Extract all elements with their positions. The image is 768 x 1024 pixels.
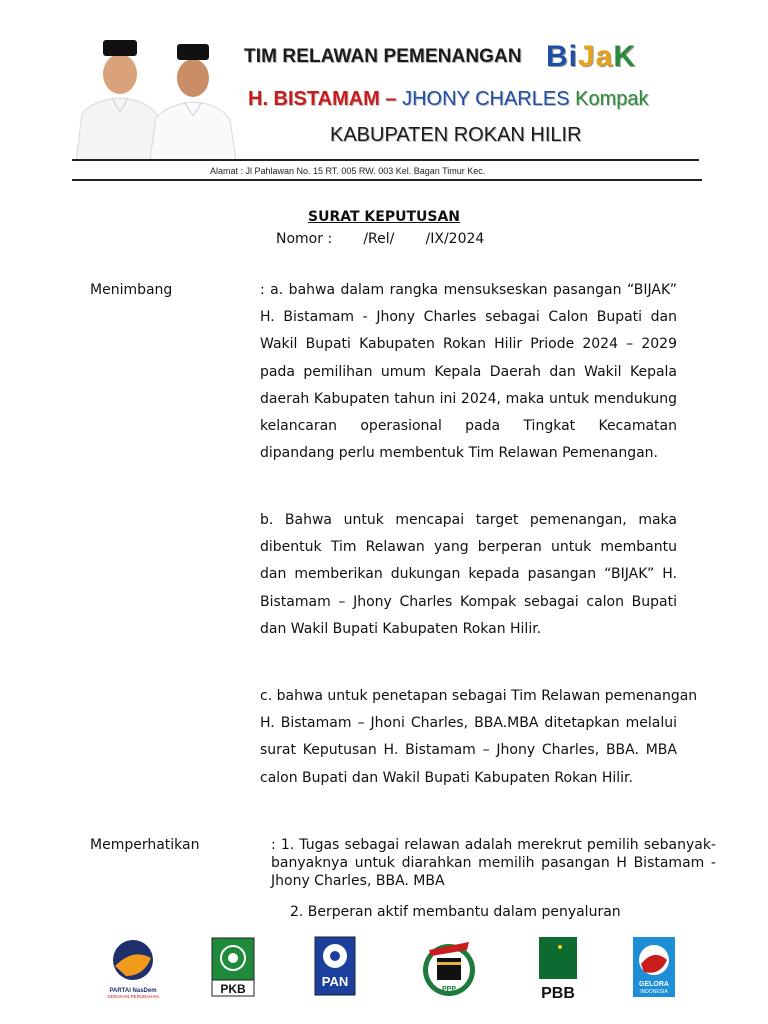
header-address: Alamat : Jl Pahlawan No. 15 RT. 005 RW. 003 Kel. Bagan Timur Kec. [210, 166, 486, 176]
menimbang-item-c-rest: H. Bistamam – Jhoni Charles, BBA.MBA ditetapkan melalui surat Keputusan H. Bistamam – Jhony Charles, BBA. MBA calon Bupati dan Wakil Bupati Kabupaten Rokan Hilir. [260, 715, 677, 786]
nasdem-logo-text: PARTAI NasDem [109, 988, 157, 994]
ppp-logo [420, 936, 478, 1000]
memperhatikan-label: Memperhatikan [90, 837, 200, 853]
header-divider-bottom [72, 179, 702, 181]
brand-part-3: K [613, 40, 637, 73]
kompak-label: Kompak [569, 88, 649, 110]
pkb-logo-text: PKB [220, 982, 246, 996]
gelora-logo-subtext: INDONESIA [640, 989, 668, 995]
menimbang-label: Menimbang [90, 282, 173, 298]
document-number: Nomor : /Rel/ /IX/2024 [276, 231, 485, 247]
pkb-logo [210, 936, 256, 998]
menimbang-item-c [260, 683, 730, 792]
bijak-brand [546, 40, 636, 74]
party-logos-row [0, 936, 768, 1006]
menimbang-item-a: : a. bahwa dalam rangka mensukseskan pasangan “BIJAK” H. Bistamam - Jhony Charles sebagai Calon Bupati dan Wakil Bupati Kabupaten Rokan Hilir Priode 2024 – 2029 pada pemilihan umum Kepala Daerah dan Wakil Kepala daerah Kabupaten tahun ini 2024, maka untuk mendukung kelancaran operasional pada Tingkat Kecamatan dipandang perlu membentuk Tim Relawan Pemenangan. [260, 282, 677, 462]
nasdem-logo-subtext: GERAKAN PERUBAHAN [107, 994, 159, 999]
gelora-logo-text: GELORA [639, 981, 669, 988]
memperhatikan-item-2: 2. Berperan aktif membantu dalam penyaluran [290, 904, 621, 920]
ppp-logo-text: PPP [441, 986, 457, 993]
pbb-logo-text: PBB [541, 985, 575, 1000]
candidates-photo [72, 34, 240, 160]
menimbang-item-c-first-line: c. bahwa untuk penetapan sebagai Tim Relawan pemenangan [260, 688, 698, 704]
candidate-1-name: H. BISTAMAM [248, 88, 380, 110]
name-separator: – [379, 88, 403, 110]
pan-logo-text: PAN [321, 974, 349, 989]
nasdem-logo [104, 936, 162, 1000]
pbb-logo [538, 936, 578, 1000]
gelora-logo [632, 936, 676, 998]
candidate-2-name: JHONY CHARLES [402, 88, 570, 110]
document-title: SURAT KEPUTUSAN [308, 209, 460, 225]
menimbang-item-b: b. Bahwa untuk mencapai target pemenangan, maka dibentuk Tim Relawan yang berperan untuk membantu dan memberikan dukungan kepada pasangan “BIJAK” H. Bistamam – Jhony Charles Kompak sebagai calon Bupati dan Wakil Bupati Kabupaten Rokan Hilir. [260, 512, 677, 637]
memperhatikan-item-1: : 1. Tugas sebagai relawan adalah merekrut pemilih sebanyak-banyaknya untuk diarahkan memilih pasangan H Bistamam - Jhony Charles, BBA. MBA [271, 837, 716, 889]
brand-part-1: Bi [546, 40, 578, 73]
brand-part-2: Ja [578, 40, 614, 73]
header-divider-top [72, 159, 699, 161]
pan-logo [314, 936, 356, 996]
header-line-2 [248, 88, 648, 111]
header-line-3: KABUPATEN ROKAN HILIR [330, 124, 582, 146]
header-line-1: TIM RELAWAN PEMENANGAN [244, 46, 522, 67]
